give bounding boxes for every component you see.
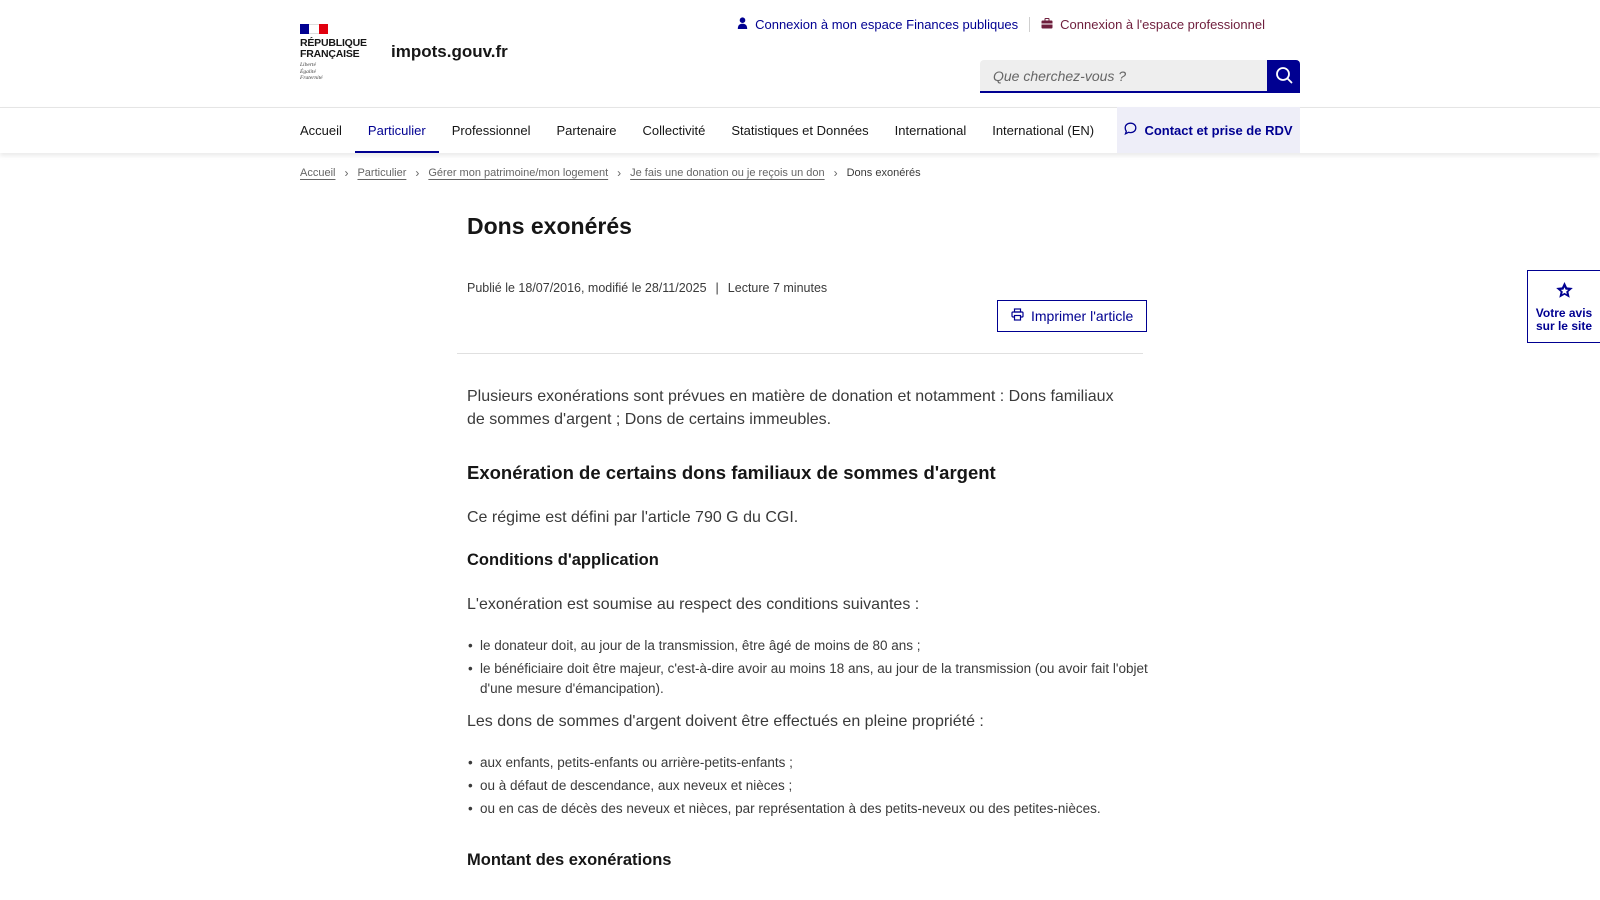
login-finances-publiques-link[interactable]: [737, 17, 1018, 32]
list-item: • le bénéficiaire doit être majeur, c'est-à-dire avoir au moins 18 ans, au jour de la transmission (ou avoir fait l'objet d'une mesure d'émancipation).: [480, 659, 1150, 699]
header-top-links: [737, 17, 1265, 32]
print-article-button[interactable]: [997, 300, 1147, 332]
motto-fraternite: Fraternité: [300, 75, 323, 81]
page-title: Dons exonérés: [467, 213, 632, 239]
breadcrumb-current: Dons exonérés: [846, 167, 921, 179]
republique-francaise-logo[interactable]: [300, 24, 370, 84]
nav-item-partenaire[interactable]: Partenaire: [556, 122, 617, 138]
nav-item-particulier[interactable]: Particulier: [355, 107, 439, 153]
search-input[interactable]: [980, 60, 1267, 93]
nav-item-accueil[interactable]: Accueil: [300, 122, 342, 138]
chat-icon: [1124, 122, 1137, 138]
article-meta: [467, 281, 827, 295]
motto-liberte: Liberté: [300, 62, 316, 68]
login-professionnel-link[interactable]: [1041, 17, 1265, 32]
nav-items: [287, 107, 1107, 153]
feedback-label-line-1: Votre avis: [1535, 305, 1593, 320]
breadcrumb: [300, 166, 921, 180]
chevron-right-icon: ›: [344, 166, 349, 180]
feedback-button[interactable]: [1527, 270, 1600, 343]
breadcrumb-item-patrimoine[interactable]: Gérer mon patrimoine/mon logement: [428, 167, 609, 179]
nav-item-statistiques[interactable]: Statistiques et Données: [731, 122, 869, 138]
chevron-right-icon: ›: [617, 166, 622, 180]
main-navigation: [0, 107, 1600, 153]
feedback-label-line-2: sur le site: [1535, 318, 1592, 333]
top-links-separator: [1029, 17, 1030, 32]
search-bar: [980, 60, 1300, 93]
star-icon: [1555, 281, 1574, 304]
conditions-intro: L'exonération est soumise au respect des conditions suivantes :: [467, 596, 920, 613]
breadcrumb-item-particulier[interactable]: Particulier: [357, 167, 407, 179]
section-text-cgi: Ce régime est défini par l'article 790 G du CGI.: [467, 509, 799, 526]
chevron-right-icon: ›: [833, 166, 838, 180]
marianne-flag-icon: [300, 24, 328, 34]
logo-motto: [300, 62, 323, 82]
reading-time: Lecture 7 minutes: [727, 281, 828, 295]
print-article-label: Imprimer l'article: [1031, 308, 1134, 324]
nav-item-professionnel[interactable]: Professionnel: [451, 122, 531, 138]
list-item: • ou en cas de décès des neveux et nièces, par représentation à des petits-neveux ou des petites-nièces.: [480, 799, 1150, 819]
nav-item-international[interactable]: International: [894, 122, 967, 138]
site-name-link[interactable]: impots.gouv.fr: [391, 42, 508, 61]
motto-egalite: Égalité: [300, 68, 316, 75]
login-professionnel-label: Connexion à l'espace professionnel: [1060, 17, 1265, 32]
list-item: • ou à défaut de descendance, aux neveux et nièces ;: [480, 776, 1150, 796]
search-icon: [1275, 66, 1293, 87]
printer-icon: [1011, 308, 1024, 324]
beneficiaries-intro: Les dons de sommes d'argent doivent être effectués en pleine propriété :: [467, 713, 984, 730]
list-item: • aux enfants, petits-enfants ou arrière-petits-enfants ;: [480, 753, 1150, 773]
contact-rdv-label: Contact et prise de RDV: [1144, 122, 1293, 138]
list-item: • le donateur doit, au jour de la transmission, être âgé de moins de 80 ans ;: [480, 636, 1150, 656]
feedback-label: [1536, 307, 1592, 333]
nav-item-international-en[interactable]: International (EN): [992, 122, 1095, 138]
breadcrumb-item-donation[interactable]: Je fais une donation ou je reçois un don: [630, 167, 825, 179]
conditions-list: [467, 636, 1150, 702]
user-icon: [737, 17, 748, 32]
contact-rdv-button[interactable]: [1117, 107, 1300, 153]
publication-date: Publié le 18/07/2016, modifié le 28/11/2025: [467, 281, 707, 295]
logo-line-2: FRANÇAISE: [300, 48, 360, 60]
briefcase-icon: [1041, 17, 1053, 32]
article-divider: [457, 353, 1143, 354]
meta-separator: |: [715, 281, 719, 295]
logo-line-1: RÉPUBLIQUE: [300, 37, 367, 49]
section-heading-dons-familiaux: Exonération de certains dons familiaux de sommes d'argent: [467, 462, 996, 483]
nav-item-collectivite[interactable]: Collectivité: [642, 122, 706, 138]
login-finances-publiques-label: Connexion à mon espace Finances publiques: [755, 17, 1019, 32]
search-button[interactable]: [1267, 60, 1300, 93]
article-intro: Plusieurs exonérations sont prévues en matière de donation et notamment : Dons familiaux de sommes d'argent ; Dons de certains immeubles.: [467, 388, 1114, 428]
section-heading-conditions: Conditions d'application: [467, 551, 659, 569]
site-header: [0, 0, 1600, 108]
breadcrumb-item-accueil[interactable]: Accueil: [300, 167, 336, 179]
chevron-right-icon: ›: [415, 166, 420, 180]
section-heading-montant: Montant des exonérations: [467, 851, 672, 869]
beneficiaries-list: [467, 753, 1150, 822]
